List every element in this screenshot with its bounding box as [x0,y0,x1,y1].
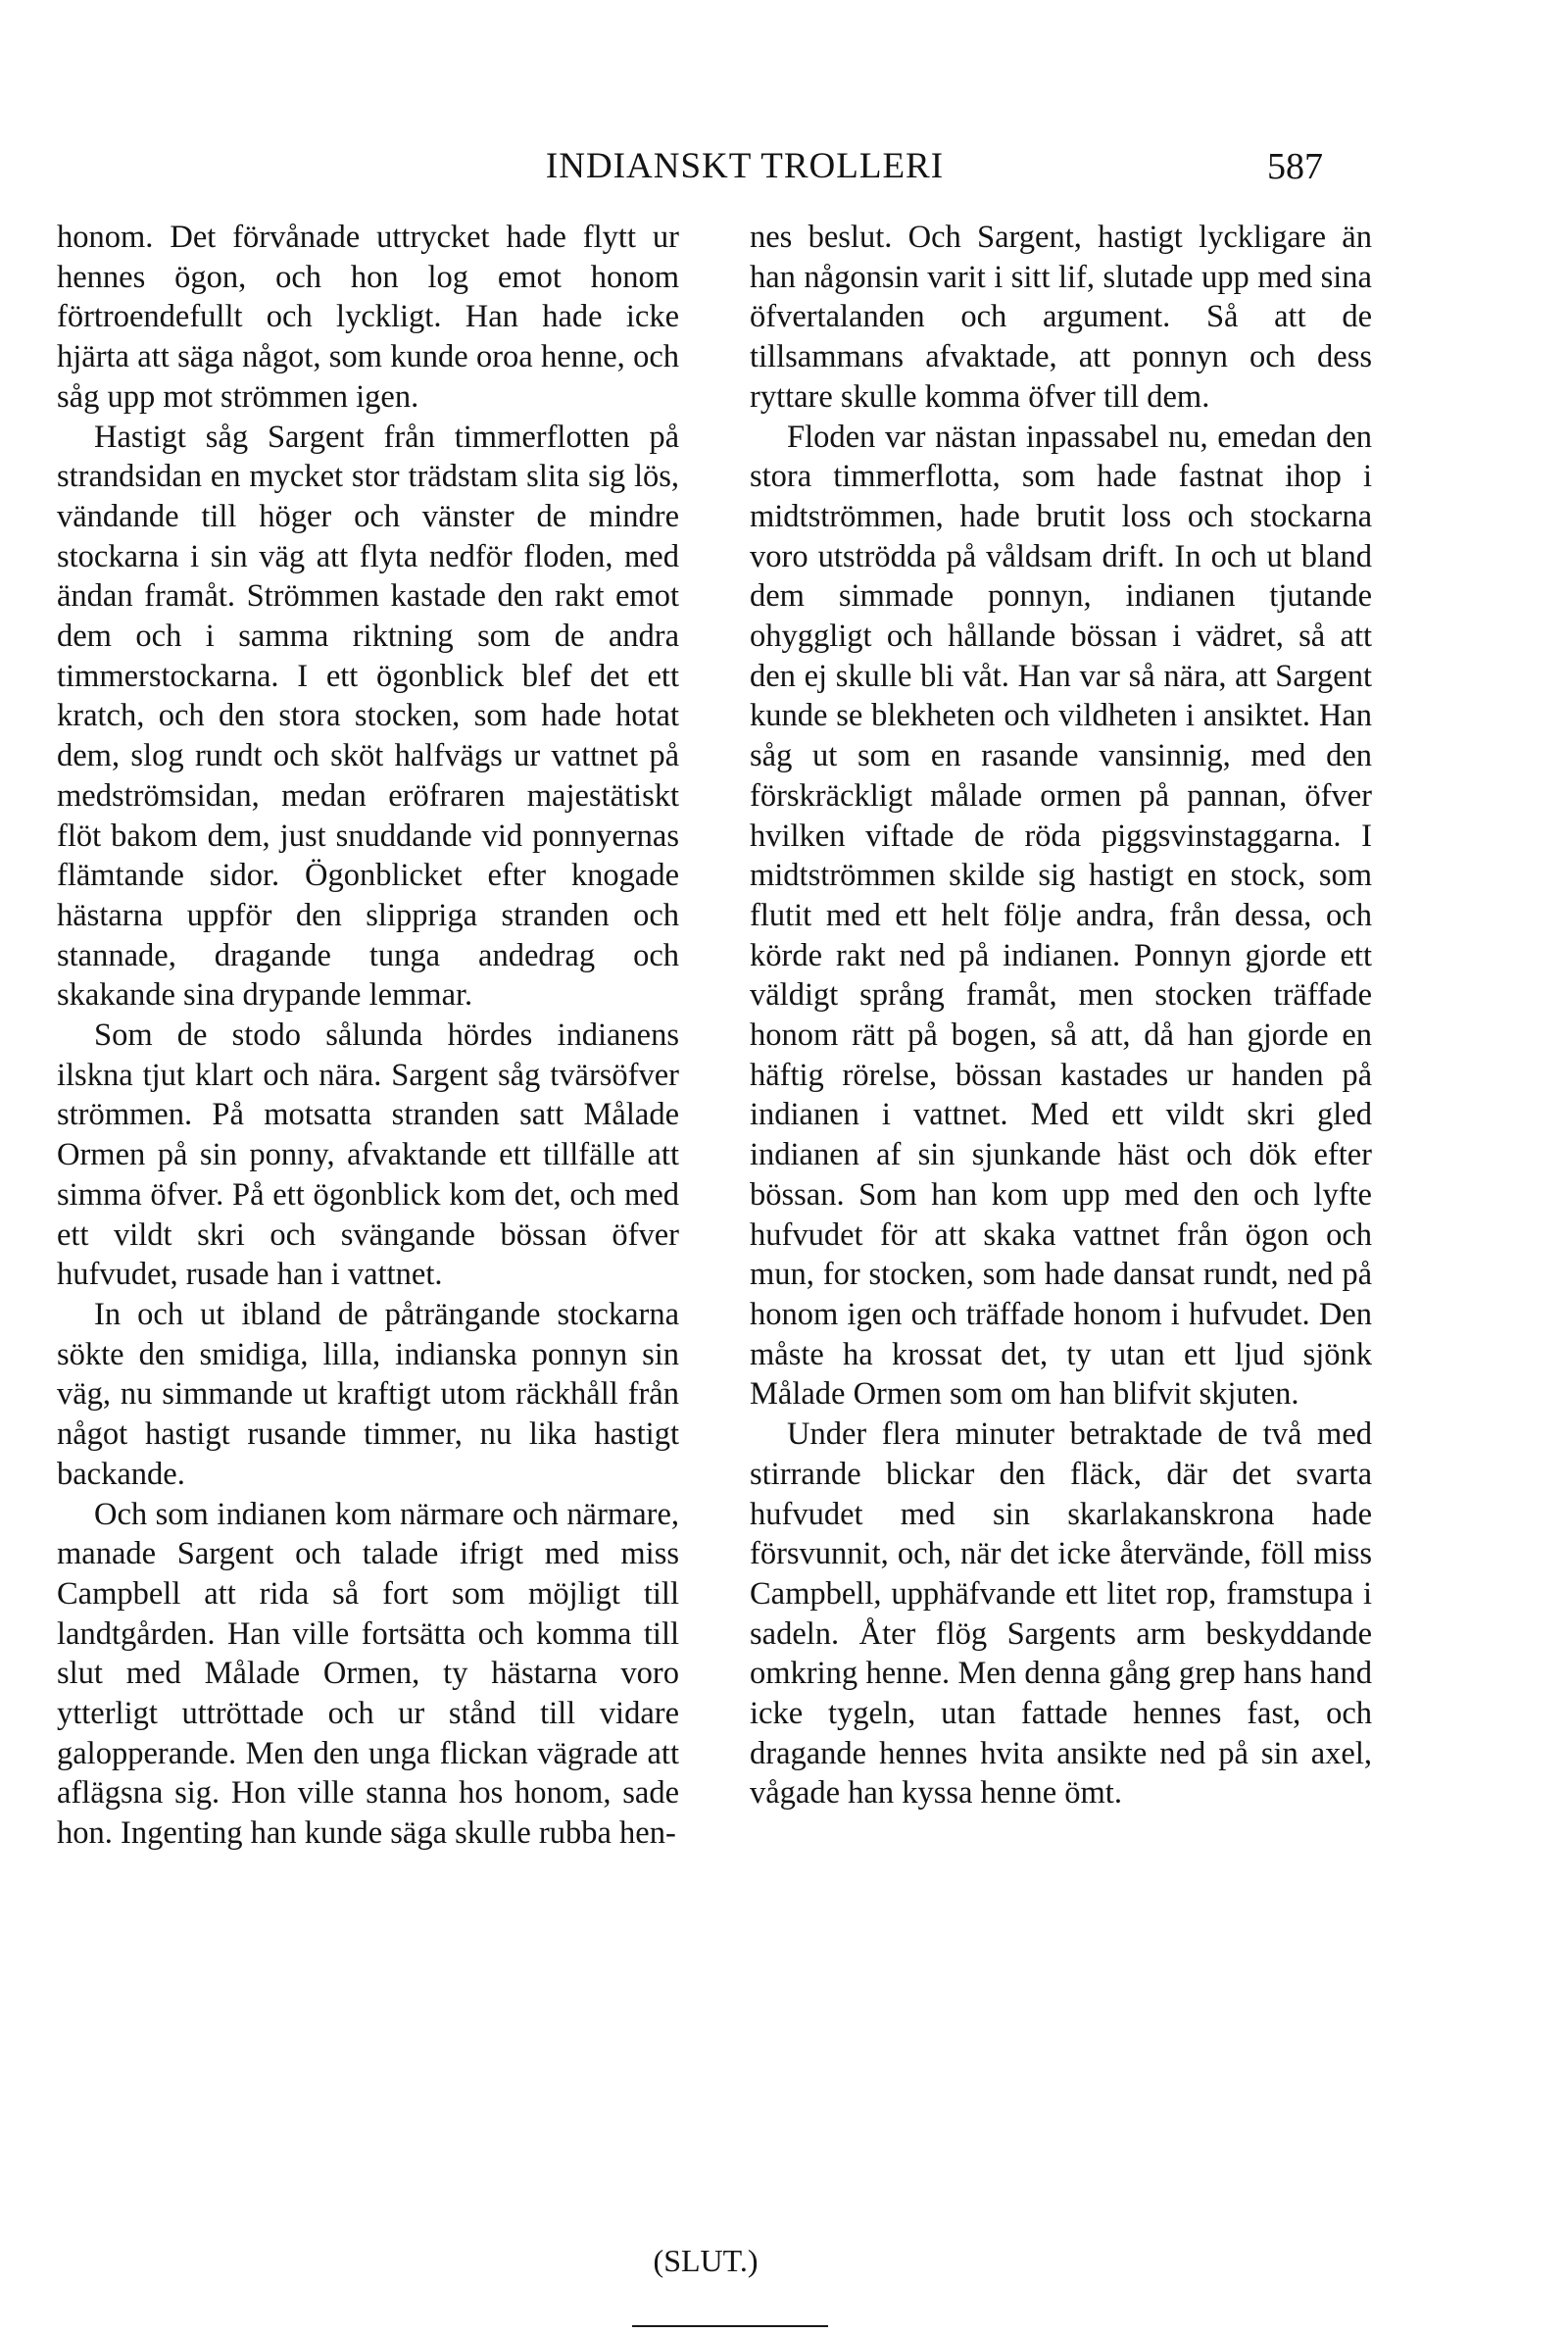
paragraph: In och ut ibland de påträngande stockarna sökte den smidiga, lilla, indianska ponnyn sin väg, nu simmande ut kraftigt utom räckhåll från något hastigt rusande timmer, nu lika hastigt backande. [57,1296,679,1492]
page-number: 587 [1267,146,1323,187]
paragraph: Floden var nästan inpassabel nu, emedan den stora timmerflotta, som hade fastnat ihop i midtströmmen, hade brutit loss och stockarna voro utströdda på våldsam drift. In och ut bland dem simmade ponnyn, indianen tjutande ohyggligt och hållande bössan i vädret, så att den ej skulle bli våt. Han var så nära, att Sargent kunde se blekheten och vildheten i ansiktet. Han såg ut som en rasande vansinnig, med den förskräckligt målade ormen på pannan, öfver hvilken viftade de röda piggsvinstaggarna. I midtströmmen skilde sig hastigt en stock, som flutit med ett helt följe andra, från dessa, och körde rakt ned på indianen. Ponnyn gjorde ett väldigt språng framåt, men stocken träffade honom rätt på bogen, så att, då han gjorde en häftig rörelse, bössan kastades ur handen på indianen i vattnet. Med ett vildt skri gled indianen af sin sjunkande häst och dök efter bössan. Som han kom upp med den och lyfte hufvudet för att skaka vattnet från ögon och mun, for stocken, som hade dansat rundt, ned på honom igen och träffade honom i hufvudet. Den måste ha krossat det, ty utan ett ljud sjönk Målade Ormen som om han blifvit skjuten. [750,419,1372,1413]
right-column [750,218,1372,1813]
left-column [57,218,679,1854]
running-title: INDIANSKT TROLLERI [545,146,945,186]
paragraph: Som de stodo sålunda hördes indianens ilskna tjut klart och nära. Sargent såg tvärsöfver strömmen. På motsatta stranden satt Målade Ormen på sin ponny, afvaktande ett tillfälle att simma öfver. På ett ögonblick kom det, och med ett vildt skri och svängande bössan öfver hufvudet, rusade han i vattnet. [57,1018,679,1293]
end-rule-divider [632,2325,828,2327]
paragraph: Hastigt såg Sargent från timmerflotten på strandsidan en mycket stor trädstam slita sig lös, vändande till höger och vänster de mindre stockarna i sin väg att flyta nedför floden, med ändan framåt. Strömmen kastade den rakt emot dem och i samma riktning som de andra timmerstockarna. I ett ögonblick blef det ett kratch, och den stora stocken, som hade hotat dem, slog rundt och sköt halfvägs ur vattnet på medströmsidan, medan eröfraren majestätiskt flöt bakom dem, just snuddande vid ponnyernas flämtande sidor. Ögonblicket efter knogade hästarna uppför den slippriga stranden och stannade, dragande tunga andedrag och skakande sina drypande lemmar. [57,419,679,1014]
paragraph: honom. Det förvånade uttrycket hade flytt ur hennes ögon, och hon log emot honom förtroendefullt och lyckligt. Han hade icke hjärta att säga något, som kunde oroa henne, och såg upp mot strömmen igen. [57,220,679,415]
paragraph: Under flera minuter betraktade de två med stirrande blickar den fläck, där det svarta hufvudet med sin skarlakanskrona hade försvunnit, och, när det icke återvände, föll miss Campbell, upphäfvande ett litet rop, framstupa i sadeln. Åter flög Sargents arm beskyddande omkring henne. Men denna gång grep hans hand icke tygeln, utan fattade hennes fast, och dragande hennes hvita ansikte ned på sin axel, vågade han kyssa henne ömt. [750,1416,1372,1812]
running-head [0,137,1568,196]
paragraph: nes beslut. Och Sargent, hastigt lyckligare än han någonsin varit i sitt lif, slutade upp med sina öfvertalanden och argument. Så att de tillsammans afvaktade, att ponnyn och dess ryttare skulle komma öfver till dem. [750,220,1372,415]
paragraph: Och som indianen kom närmare och närmare, manade Sargent och talade ifrigt med miss Campbell att rida så fort som möjligt till landtgården. Han ville fortsätta och komma till slut med Målade Ormen, ty hästarna voro ytterligt uttröttade och ur stånd till vidare galopperande. Men den unga flickan vägrade att aflägsna sig. Hon ville stanna hos honom, sade hon. Ingenting han kunde säga skulle rubba hen- [57,1496,679,1852]
end-mark: (SLUT.) [653,2243,759,2278]
